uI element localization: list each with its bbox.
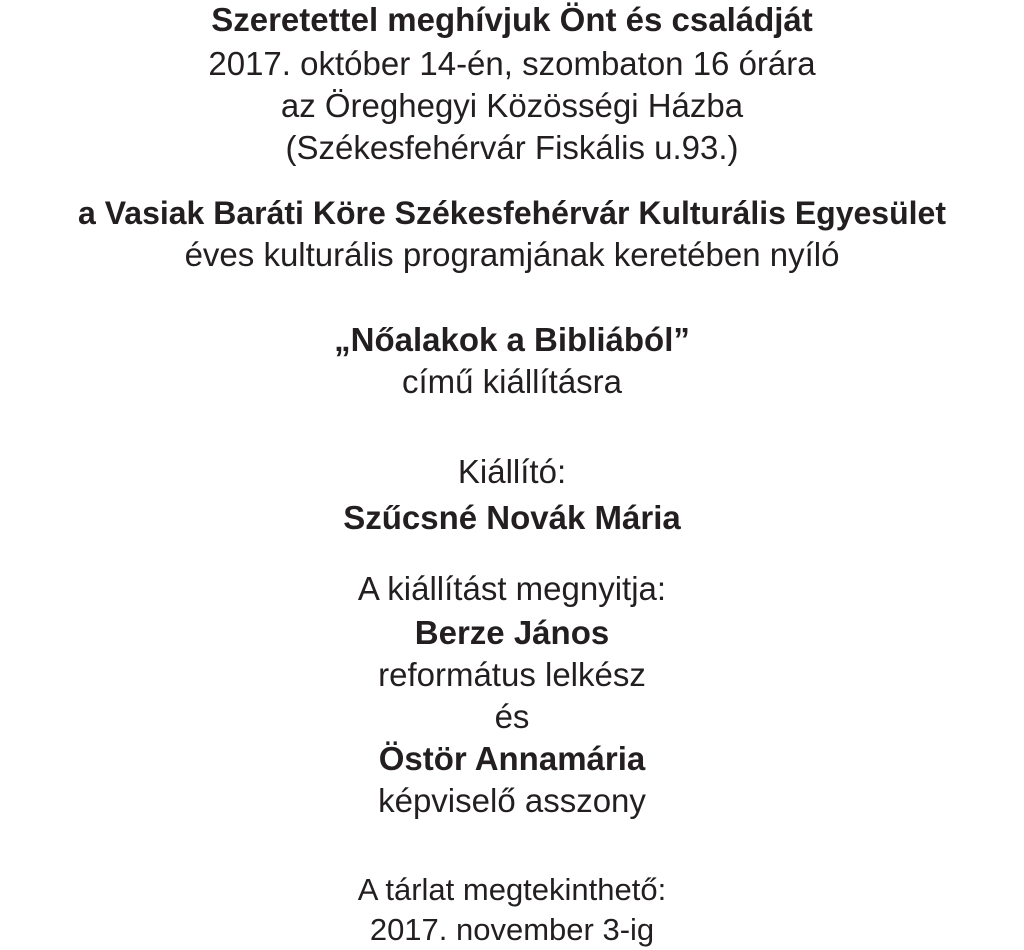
event-address: (Székesfehérvár Fiskális u.93.) (285, 129, 739, 166)
exhibition-suffix: című kiállításra (401, 363, 623, 400)
opener-1-role: református lelkész (378, 656, 646, 693)
event-venue: az Öreghegyi Közösségi Házba (280, 87, 744, 124)
exhibitor-label: Kiállító: (457, 453, 567, 490)
opener-2-name: Östör Annamária (378, 740, 646, 777)
exhibition-title: „Nőalakok a Bibliából” (334, 321, 690, 358)
invitation-heading: Szeretettel meghívjuk Önt és családját (211, 1, 813, 38)
opener-2-role: képviselő asszony (378, 782, 646, 819)
opener-label: A kiállítást megnyitja: (357, 570, 667, 607)
exhibitor-name: Szűcsné Novák Mária (343, 499, 681, 536)
organizer-name: a Vasiak Baráti Köre Székesfehérvár Kulturális Egyesület (78, 195, 946, 231)
conjunction: és (494, 698, 530, 735)
program-description: éves kulturális programjának keretében nyíló (184, 236, 840, 273)
opener-1-name: Berze János (414, 614, 610, 651)
viewing-label: A tárlat megtekinthető: (357, 872, 667, 907)
viewing-until-date: 2017. november 3-ig (369, 912, 655, 947)
event-date-time: 2017. október 14-én, szombaton 16 órára (208, 45, 816, 82)
